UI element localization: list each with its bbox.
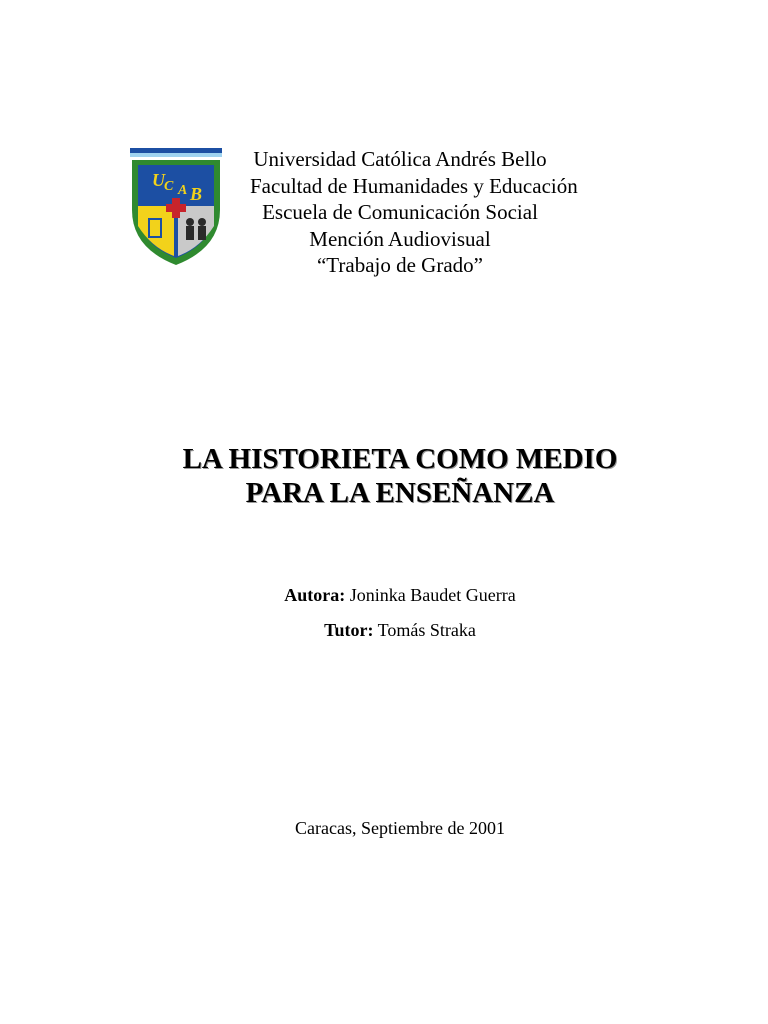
header-school: Escuela de Comunicación Social [262, 200, 538, 224]
svg-text:U: U [152, 170, 165, 190]
svg-text:B: B [190, 184, 203, 204]
tutor-credit [150, 620, 650, 641]
author-label: Autora: [284, 585, 346, 605]
title-line-1: LA HISTORIETA COMO MEDIO [182, 443, 618, 475]
header-faculty: Facultad de Humanidades y Educación [250, 173, 578, 198]
header-work-type: “Trabajo de Grado” [316, 253, 483, 277]
tutor-name: Tomás Straka [377, 620, 476, 640]
header-university: Universidad Católica Andrés Bello [253, 147, 547, 171]
place-and-date: Caracas, Septiembre de 2001 [295, 818, 505, 838]
tutor-label: Tutor: [324, 620, 374, 640]
ucab-crest-icon [130, 148, 222, 266]
title-line-2: PARA LA ENSEÑANZA [245, 477, 555, 509]
institution-header [250, 146, 578, 279]
svg-text:A: A [178, 183, 188, 198]
author-name: Joninka Baudet Guerra [349, 585, 516, 605]
university-crest-logo [130, 148, 222, 266]
svg-text:C: C [164, 179, 174, 194]
header-mention: Mención Audiovisual [309, 226, 491, 251]
author-credit [150, 585, 650, 606]
document-title [100, 442, 700, 510]
